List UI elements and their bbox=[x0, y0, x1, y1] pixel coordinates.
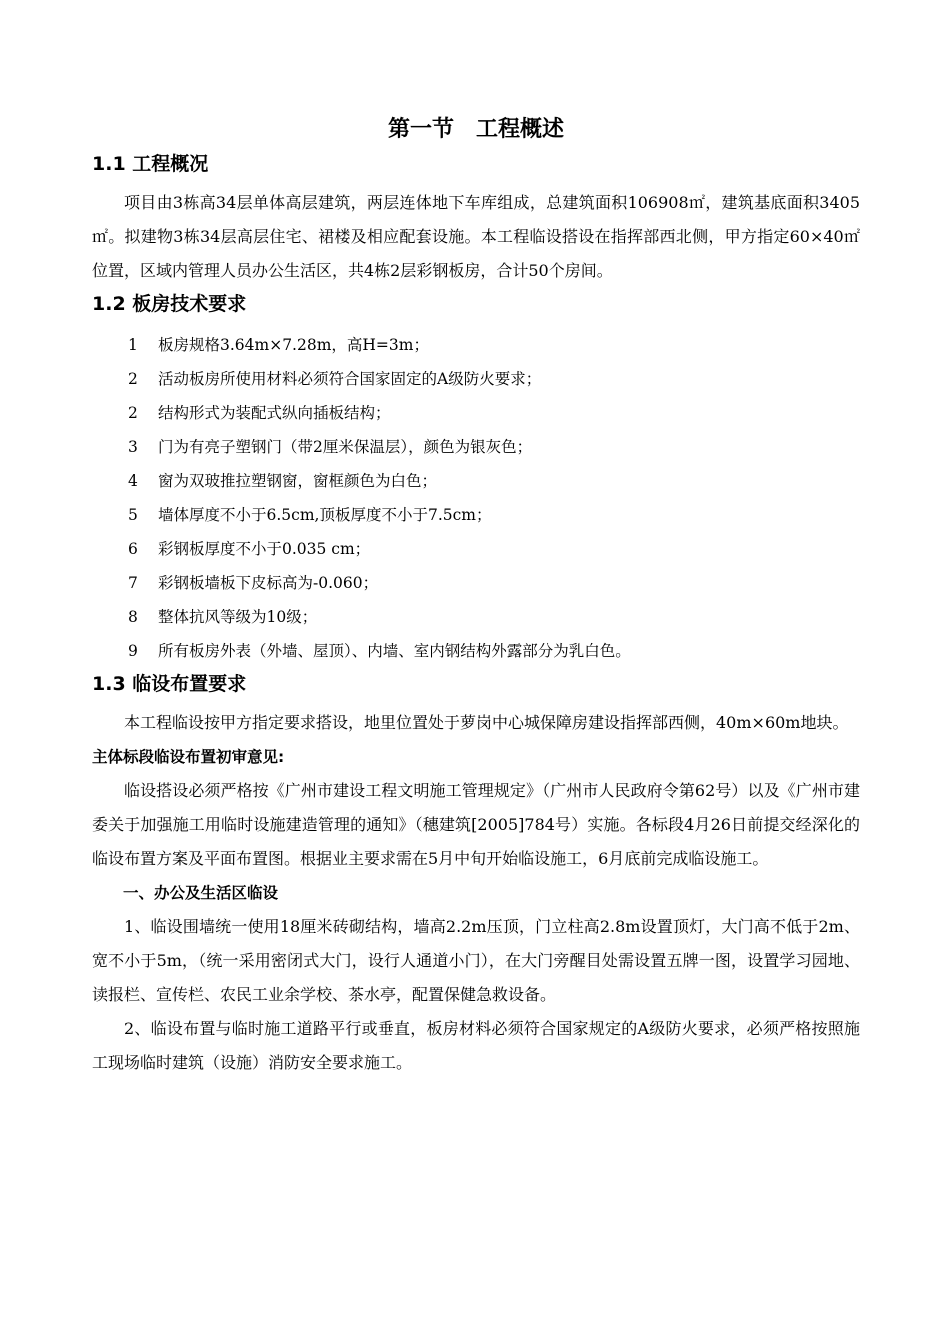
page-title: 第一节 工程概述 bbox=[387, 117, 564, 142]
section-3-paragraph-2: 临设搭设必须严格按《广州市建设工程文明施工管理规定》（广州市人民政府令第62号）以及《广州市建委关于加强施工用临时设施建造管理的通知》（穗建筑[2005]784号）实施。各标段4月26日前提交经深化的临设布置方案及平面布置图。根据业主要求需在5月中旬开始临设施工，6月底前完成临设施工。 bbox=[92, 781, 860, 868]
section-3-paragraph-1: 本工程临设按甲方指定要求搭设，地里位置处于萝岗中心城保障房建设指挥部西侧，40m×60m地块。 bbox=[124, 713, 849, 732]
list-item: 3 门为有亮子塑钢门（带2厘米保温层），颜色为银灰色； bbox=[128, 438, 533, 456]
list-item: 5 墙体厚度不小于6.5cm,顶板厚度不小于7.5cm； bbox=[128, 506, 492, 524]
list-item: 9 所有板房外表（外墙、屋顶）、内墙、室内钢结构外露部分为乳白色。 bbox=[128, 642, 631, 660]
section-3-subheading-2: 一、办公及生活区临设 bbox=[123, 884, 279, 902]
section-1-paragraph: 项目由3栋高34层单体高层建筑，两层连体地下车库组成，总建筑面积106908㎡，建筑基底面积3405㎡。拟建物3栋34层高层住宅、裙楼及相应配套设施。本工程临设搭设在指挥部西北侧，甲方指定60×40㎡位置，区域内管理人员办公生活区，共4栋2层彩钢板房，合计50个房间。 bbox=[92, 193, 860, 280]
list-item: 1 板房规格3.64m×7.28m，高H=3m； bbox=[128, 336, 429, 354]
section-3-paragraph-4: 2、临设布置与临时施工道路平行或垂直，板房材料必须符合国家规定的A级防火要求，必须严格按照施工现场临时建筑（设施）消防安全要求施工。 bbox=[92, 1019, 860, 1072]
list-item: 8 整体抗风等级为10级； bbox=[128, 608, 318, 626]
section-2-heading: 1.2 板房技术要求 bbox=[92, 293, 247, 315]
document-page bbox=[92, 112, 860, 1080]
list-item: 2 结构形式为装配式纵向插板结构； bbox=[128, 404, 391, 422]
list-item: 2 活动板房所使用材料必须符合国家固定的A级防火要求； bbox=[128, 370, 542, 388]
section-3-subheading: 主体标段临设布置初审意见: bbox=[92, 748, 285, 766]
section-3-heading: 1.3 临设布置要求 bbox=[92, 673, 247, 695]
section-1-heading: 1.1 工程概况 bbox=[92, 153, 209, 175]
list-item: 7 彩钢板墙板下皮标高为-0.060； bbox=[128, 574, 379, 592]
list-item: 4 窗为双玻推拉塑钢窗，窗框颜色为白色； bbox=[128, 472, 438, 490]
tech-requirements-list bbox=[92, 328, 860, 668]
section-3-paragraph-3: 1、临设围墙统一使用18厘米砖砌结构，墙高2.2m压顶，门立柱高2.8m设置顶灯，大门高不低于2m、宽不小于5m，（统一采用密闭式大门，设行人通道小门），在大门旁醒目处需设置五牌一图，设置学习园地、读报栏、宣传栏、农民工业余学校、茶水亭，配置保健急救设备。 bbox=[92, 917, 860, 1004]
list-item: 6 彩钢板厚度不小于0.035 cm； bbox=[128, 540, 371, 558]
